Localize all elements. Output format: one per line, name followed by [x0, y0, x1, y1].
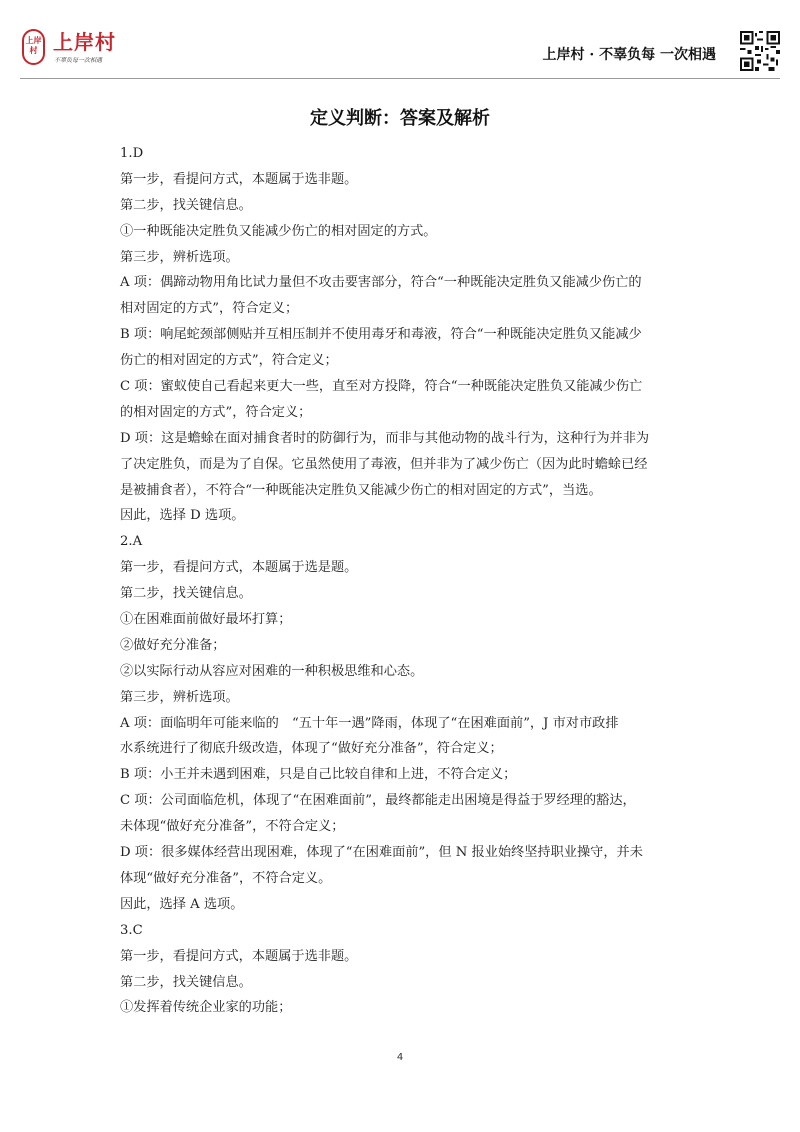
header-divider — [20, 78, 780, 79]
text-line: B 项：响尾蛇颈部侧贴并互相压制并不使用毒牙和毒液，符合“一种既能决定胜负又能减少 — [120, 327, 642, 343]
text-line: 的相对固定的方式”，符合定义； — [120, 404, 312, 420]
text-line: 体现“做好充分准备”，不符合定义。 — [120, 870, 332, 886]
text-line: 因此，选择 A 选项。 — [120, 896, 244, 912]
page-title: 定义判断：答案及解析 — [310, 108, 490, 129]
text-line: 因此，选择 D 选项。 — [120, 508, 245, 524]
header-slogan: 上岸村 · 不辜负每 一次相遇 — [542, 47, 716, 63]
text-line: D 项：这是蟾蜍在面对捕食者时的防御行为，而非与其他动物的战斗行为，这种行为并非为 — [120, 430, 650, 446]
text-line: 是被捕食者），不符合“一种既能决定胜负又能减少伤亡的相对固定的方式”，当选。 — [120, 482, 602, 498]
text-line: 第一步，看提问方式，本题属于选非题。 — [120, 171, 358, 187]
text-line: 了决定胜负，而是为了自保。它虽然使用了毒液，但并非为了减少伤亡（因为此时蟾蜍已经 — [120, 456, 648, 472]
text-line: A 项：面临明年可能来临的 “五十年一遇”降雨，体现了“在困难面前”，J 市对市政排 — [120, 715, 619, 731]
text-line: ①发挥着传统企业家的功能； — [120, 1000, 292, 1016]
text-line: C 项：公司面临危机，体现了“在困难面前”，最终都能走出困境是得益于罗经理的豁达， — [120, 793, 636, 809]
logo-name: 上岸村 — [53, 30, 116, 54]
logo-seal: 上岸村 — [22, 29, 45, 65]
text-line: 1.D — [120, 146, 144, 161]
text-line: D 项：很多媒体经营出现困难，体现了“在困难面前”，但 N 报业始终坚持职业操守，并未 — [120, 845, 643, 861]
logo-slogan: 不辜负每一次相遇 — [54, 57, 103, 64]
text-line: 第三步，辨析选项。 — [120, 689, 239, 705]
text-line: 2.A — [120, 534, 143, 550]
text-line: ①在困难面前做好最坏打算； — [120, 612, 292, 628]
text-line: 伤亡的相对固定的方式”，符合定义； — [120, 353, 338, 369]
text-line: B 项：小王并未遇到困难，只是自己比较自律和上进，不符合定义； — [120, 767, 517, 783]
text-line: ②做好充分准备； — [120, 637, 226, 653]
text-line: ①一种既能决定胜负又能减少伤亡的相对固定的方式。 — [120, 223, 437, 239]
text-line: 水系统进行了彻底升级改造，体现了“做好充分准备”，符合定义； — [120, 741, 503, 757]
text-line: 第一步，看提问方式，本题属于选非题。 — [120, 948, 358, 964]
page-header — [0, 0, 800, 84]
text-line: 相对固定的方式”，符合定义； — [120, 301, 299, 317]
text-line: 第二步，找关键信息。 — [120, 197, 252, 213]
text-line: 第三步，辨析选项。 — [120, 249, 239, 265]
answer-explanations — [120, 141, 690, 1021]
text-line: 第二步，找关键信息。 — [120, 974, 252, 990]
text-line: C 项：蜜蚁使自己看起来更大一些，直至对方投降，符合“一种既能决定胜负又能减少伤亡 — [120, 379, 643, 395]
page-number: 4 — [396, 1052, 404, 1063]
text-line: 3.C — [120, 922, 143, 938]
text-line: 第一步，看提问方式，本题属于选是题。 — [120, 560, 358, 576]
text-line: ②以实际行动从容应对困难的一种积极思维和心态。 — [120, 663, 424, 679]
qr-code-icon — [740, 31, 780, 71]
text-line: A 项：偶蹄动物用角比试力量但不攻击要害部分，符合“一种既能决定胜负又能减少伤亡的 — [120, 275, 642, 291]
text-line: 第二步，找关键信息。 — [120, 586, 252, 602]
text-line: 未体现“做好充分准备”，不符合定义； — [120, 819, 345, 835]
